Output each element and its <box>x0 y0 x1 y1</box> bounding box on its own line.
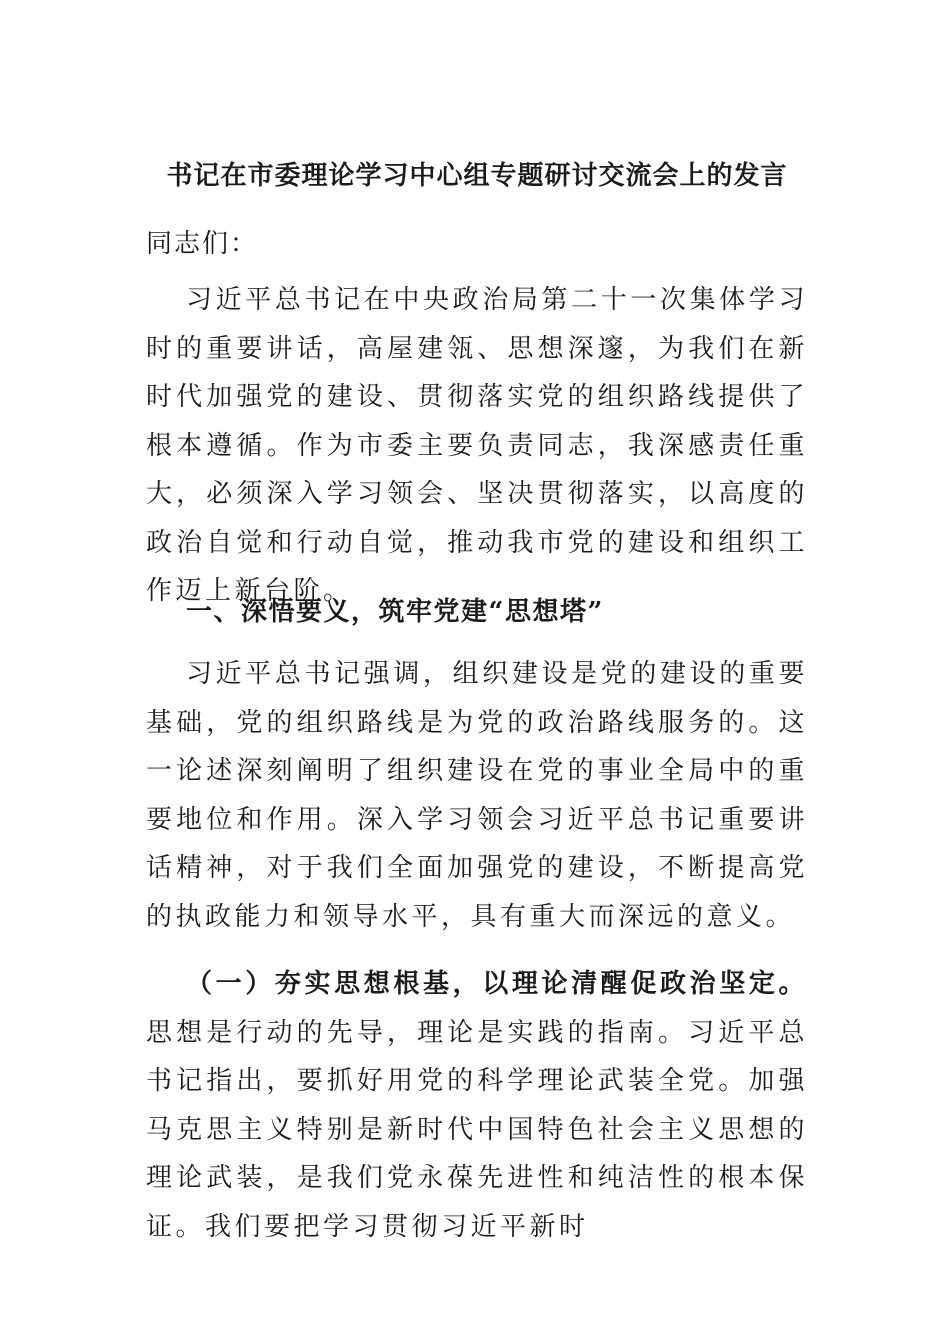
section-heading-1: 一、深悟要义，筑牢党建“思想塔” <box>186 597 604 627</box>
salutation: 同志们： <box>146 229 259 259</box>
subsection-heading-1: （一）夯实思想根基，以理论清醒促政治坚定。 <box>186 969 808 999</box>
paragraph-intro: 习近平总书记在中央政治局第二十一次集体学习时的重要讲话，高屋建瓴、思想深邃，为我们在新时代加强党的建设、贯彻落实党的组织路线提供了根本遵循。作为市委主要负责同志，我深感责任重大，必须深入学习领会、坚决贯彻落实，以高度的政治自觉和行动自觉，推动我市党的建设和组织工作迈上新台阶。 <box>146 285 808 606</box>
document-title: 书记在市委理论学习中心组专题研讨交流会上的发言 <box>166 161 788 191</box>
paragraph-subsection-1 <box>146 960 808 1251</box>
subsection-1-text: 思想是行动的先导，理论是实践的指南。习近平总书记指出，要抓好用党的科学理论武装全党。加强马克思主义特别是新时代中国特色社会主义思想的理论武装，是我们党永葆先进性和纯洁性的根本保证。我们要把学习贯彻习近平新时 <box>146 1017 808 1242</box>
paragraph-section-1: 习近平总书记强调，组织建设是党的建设的重要基础，党的组织路线是为党的政治路线服务的。这一论述深刻阐明了组织建设在党的事业全局中的重要地位和作用。深入学习领会习近平总书记重要讲话精神，对于我们全面加强党的建设，不断提高党的执政能力和领导水平，具有重大而深远的意义。 <box>146 659 808 932</box>
